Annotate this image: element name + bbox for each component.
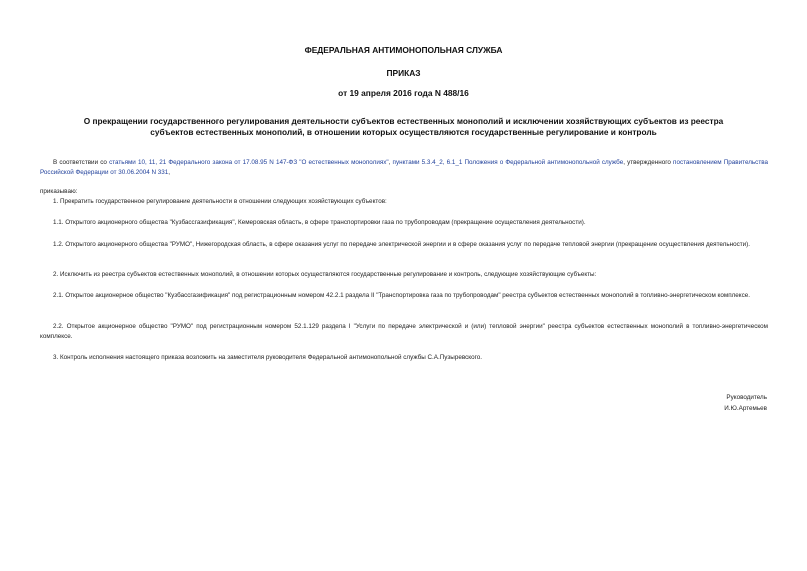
signatory-position: Руководитель bbox=[726, 394, 767, 401]
preamble-paragraph bbox=[40, 158, 768, 177]
item-3: 3. Контроль исполнения настоящего приказа возложить на заместителя руководителя Федеральной антимонопольной службы С.А.Пузыревского. bbox=[53, 354, 482, 361]
item-2-1: 2.1. Открытое акционерное общество "Кузбассгазификация" под регистрационным номером 42.2.1 раздела II "Транспортировка газа по трубопроводам" реестра субъектов естественных монополий в топливно-энергетическом комплексе. bbox=[53, 292, 751, 299]
preamble-separator-1: , bbox=[388, 159, 393, 166]
document-date-number: от 19 апреля 2016 года N 488/16 bbox=[338, 88, 469, 98]
signatory-name: И.Ю.Артемьев bbox=[724, 405, 767, 412]
regulation-link[interactable]: пунктами 5.3.4_2, 6.1_1 Положения о Федеральной антимонопольной службе bbox=[392, 159, 624, 166]
item-1-1: 1.1. Открытого акционерного общества "Кузбассгазификация", Кемеровская область, в сфере транспортировки газа по трубопроводам (прекращение осуществления деятельности). bbox=[53, 219, 586, 226]
document-title bbox=[40, 116, 767, 138]
preamble-separator-2: , утвержденного bbox=[623, 159, 674, 166]
order-word: приказываю: bbox=[40, 188, 78, 195]
preamble-prefix: В соответствии со bbox=[53, 159, 110, 166]
item-1-2: 1.2. Открытого акционерного общества "РУМО", Нижегородская область, в сфере оказания услуг по передаче электрической энергии и в сфере оказания услуг по передаче тепловой энергии (прекращение осуществления деятельности). bbox=[53, 241, 751, 248]
item-2: 2. Исключить из реестра субъектов естественных монополий, в отношении которых осуществляются государственные регулирование и контроль, следующие хозяйствующие субъекты: bbox=[53, 271, 597, 278]
item-1: 1. Прекратить государственное регулирование деятельности в отношении следующих хозяйствующих субъектов: bbox=[53, 198, 387, 205]
item-2-2: 2.2. Открытое акционерное общество "РУМО" под регистрационным номером 52.1.129 раздела I "Услуги по передаче электрической и (или) тепловой энергии" реестра субъектов естественных монополий в топливно-энергетическом комплексе. bbox=[40, 323, 768, 340]
law-link[interactable]: статьями 10, 11, 21 Федерального закона от 17.08.95 N 147-ФЗ "О естественных монополиях" bbox=[109, 159, 389, 166]
document-title-line-2: субъектов естественных монополий, в отношении которых осуществляются государственные регулирование и контроль bbox=[150, 127, 657, 137]
signature-block bbox=[567, 392, 767, 414]
resolution-link[interactable]: постановлением Правительства Российской Федерации от 30.06.2004 N 331 bbox=[40, 159, 768, 176]
agency-name: ФЕДЕРАЛЬНАЯ АНТИМОНОПОЛЬНАЯ СЛУЖБА bbox=[304, 45, 503, 55]
document-title-line-1: О прекращении государственного регулирования деятельности субъектов естественных монополий и исключении хозяйствующих субъектов из реестра bbox=[83, 116, 724, 126]
document-type: ПРИКАЗ bbox=[386, 68, 421, 78]
preamble-suffix: , bbox=[168, 168, 171, 176]
